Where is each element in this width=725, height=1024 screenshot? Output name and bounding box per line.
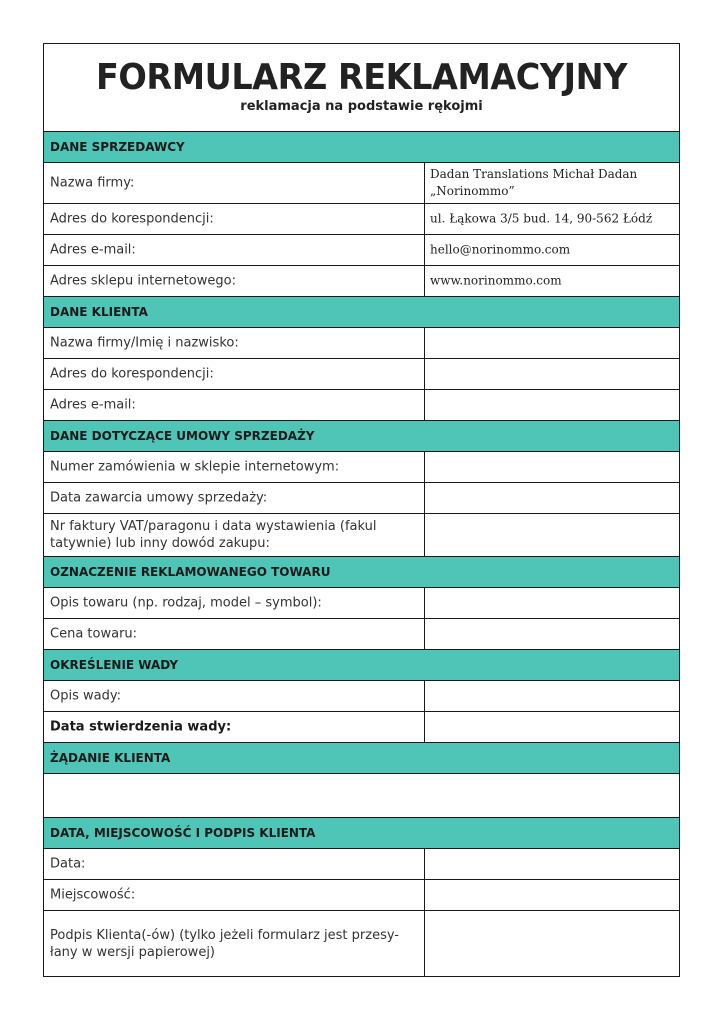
field-label: Adres sklepu internetowego: bbox=[50, 273, 236, 289]
field-label: Adres do korespondencji: bbox=[50, 366, 214, 382]
signature-date-row bbox=[44, 848, 679, 879]
field-label: Adres e-mail: bbox=[50, 242, 136, 258]
section-signature-header bbox=[44, 817, 679, 848]
section-title: DANE SPRZEDAWCY bbox=[50, 140, 185, 154]
contract-date-row bbox=[44, 482, 679, 513]
signature-date-field[interactable] bbox=[425, 849, 679, 879]
field-label: Adres do korespondencji: bbox=[50, 211, 214, 227]
product-desc-row bbox=[44, 587, 679, 618]
demand-field[interactable] bbox=[44, 773, 679, 817]
product-desc-field[interactable] bbox=[425, 588, 679, 618]
section-title: OKREŚLENIE WADY bbox=[50, 658, 179, 672]
defect-desc-field[interactable] bbox=[425, 681, 679, 711]
field-label: Nr faktury VAT/paragonu i data wystawienia (fakul tatywnie) lub inny dowód zakupu: bbox=[50, 519, 377, 551]
section-title: OZNACZENIE REKLAMOWANEGO TOWARU bbox=[50, 565, 331, 579]
seller-address-row bbox=[44, 203, 679, 234]
client-address-row bbox=[44, 358, 679, 389]
field-label: Data: bbox=[50, 856, 86, 872]
page-title: FORMULARZ REKLAMACYJNY bbox=[96, 57, 627, 98]
invoice-field[interactable] bbox=[425, 514, 679, 556]
field-label: Opis towaru (np. rodzaj, model – symbol): bbox=[50, 595, 322, 611]
section-title: DANE DOTYCZĄCE UMOWY SPRZEDAŻY bbox=[50, 429, 315, 443]
client-address-field[interactable] bbox=[425, 359, 679, 389]
seller-company-row bbox=[44, 162, 679, 203]
defect-date-field[interactable] bbox=[425, 712, 679, 742]
defect-desc-row bbox=[44, 680, 679, 711]
section-title: DANE KLIENTA bbox=[50, 305, 148, 319]
client-email-field[interactable] bbox=[425, 390, 679, 420]
seller-shop-row bbox=[44, 265, 679, 296]
product-price-field[interactable] bbox=[425, 619, 679, 649]
signature-field[interactable] bbox=[425, 911, 679, 977]
field-label: Cena towaru: bbox=[50, 626, 138, 642]
section-product-header bbox=[44, 556, 679, 587]
seller-email-value: hello@norinommo.com bbox=[430, 242, 571, 257]
section-title: DATA, MIEJSCOWOŚĆ I PODPIS KLIENTA bbox=[50, 826, 316, 840]
section-demand-header bbox=[44, 742, 679, 773]
seller-email-row bbox=[44, 234, 679, 265]
complaint-form bbox=[43, 43, 680, 977]
client-name-field[interactable] bbox=[425, 328, 679, 358]
signature-place-row bbox=[44, 879, 679, 910]
signature-place-field[interactable] bbox=[425, 880, 679, 910]
field-label: Data zawarcia umowy sprzedaży: bbox=[50, 490, 268, 506]
section-title: ŻĄDANIE KLIENTA bbox=[50, 751, 171, 765]
client-name-row bbox=[44, 327, 679, 358]
signature-sign-row bbox=[44, 910, 679, 977]
seller-shop-value: www.norinommo.com bbox=[430, 273, 562, 288]
section-client-header bbox=[44, 296, 679, 327]
field-label: Nazwa firmy: bbox=[50, 175, 135, 191]
section-contract-header bbox=[44, 420, 679, 451]
contract-date-field[interactable] bbox=[425, 483, 679, 513]
seller-company-value: Dadan Translations Michał Dadan „Norinommo” bbox=[430, 167, 638, 198]
defect-date-row bbox=[44, 711, 679, 742]
field-label: Opis wady: bbox=[50, 688, 121, 704]
field-label: Miejscowość: bbox=[50, 887, 136, 903]
field-label: Adres e-mail: bbox=[50, 397, 136, 413]
field-label: Nazwa firmy/Imię i nazwisko: bbox=[50, 335, 239, 351]
section-defect-header bbox=[44, 649, 679, 680]
client-email-row bbox=[44, 389, 679, 420]
page-subtitle: reklamacja na podstawie rękojmi bbox=[240, 99, 483, 114]
contract-order-row bbox=[44, 451, 679, 482]
form-header bbox=[44, 44, 679, 132]
product-price-row bbox=[44, 618, 679, 649]
field-label: Podpis Klienta(-ów) (tylko jeżeli formularz jest przesy-łany w wersji papierowej) bbox=[50, 928, 399, 960]
seller-address-value: ul. Łąkowa 3/5 bud. 14, 90-562 Łódź bbox=[430, 211, 653, 226]
field-label: Data stwierdzenia wady: bbox=[50, 719, 232, 735]
contract-invoice-row bbox=[44, 513, 679, 556]
order-number-field[interactable] bbox=[425, 452, 679, 482]
section-seller-header bbox=[44, 131, 679, 162]
field-label: Numer zamówienia w sklepie internetowym: bbox=[50, 459, 340, 475]
